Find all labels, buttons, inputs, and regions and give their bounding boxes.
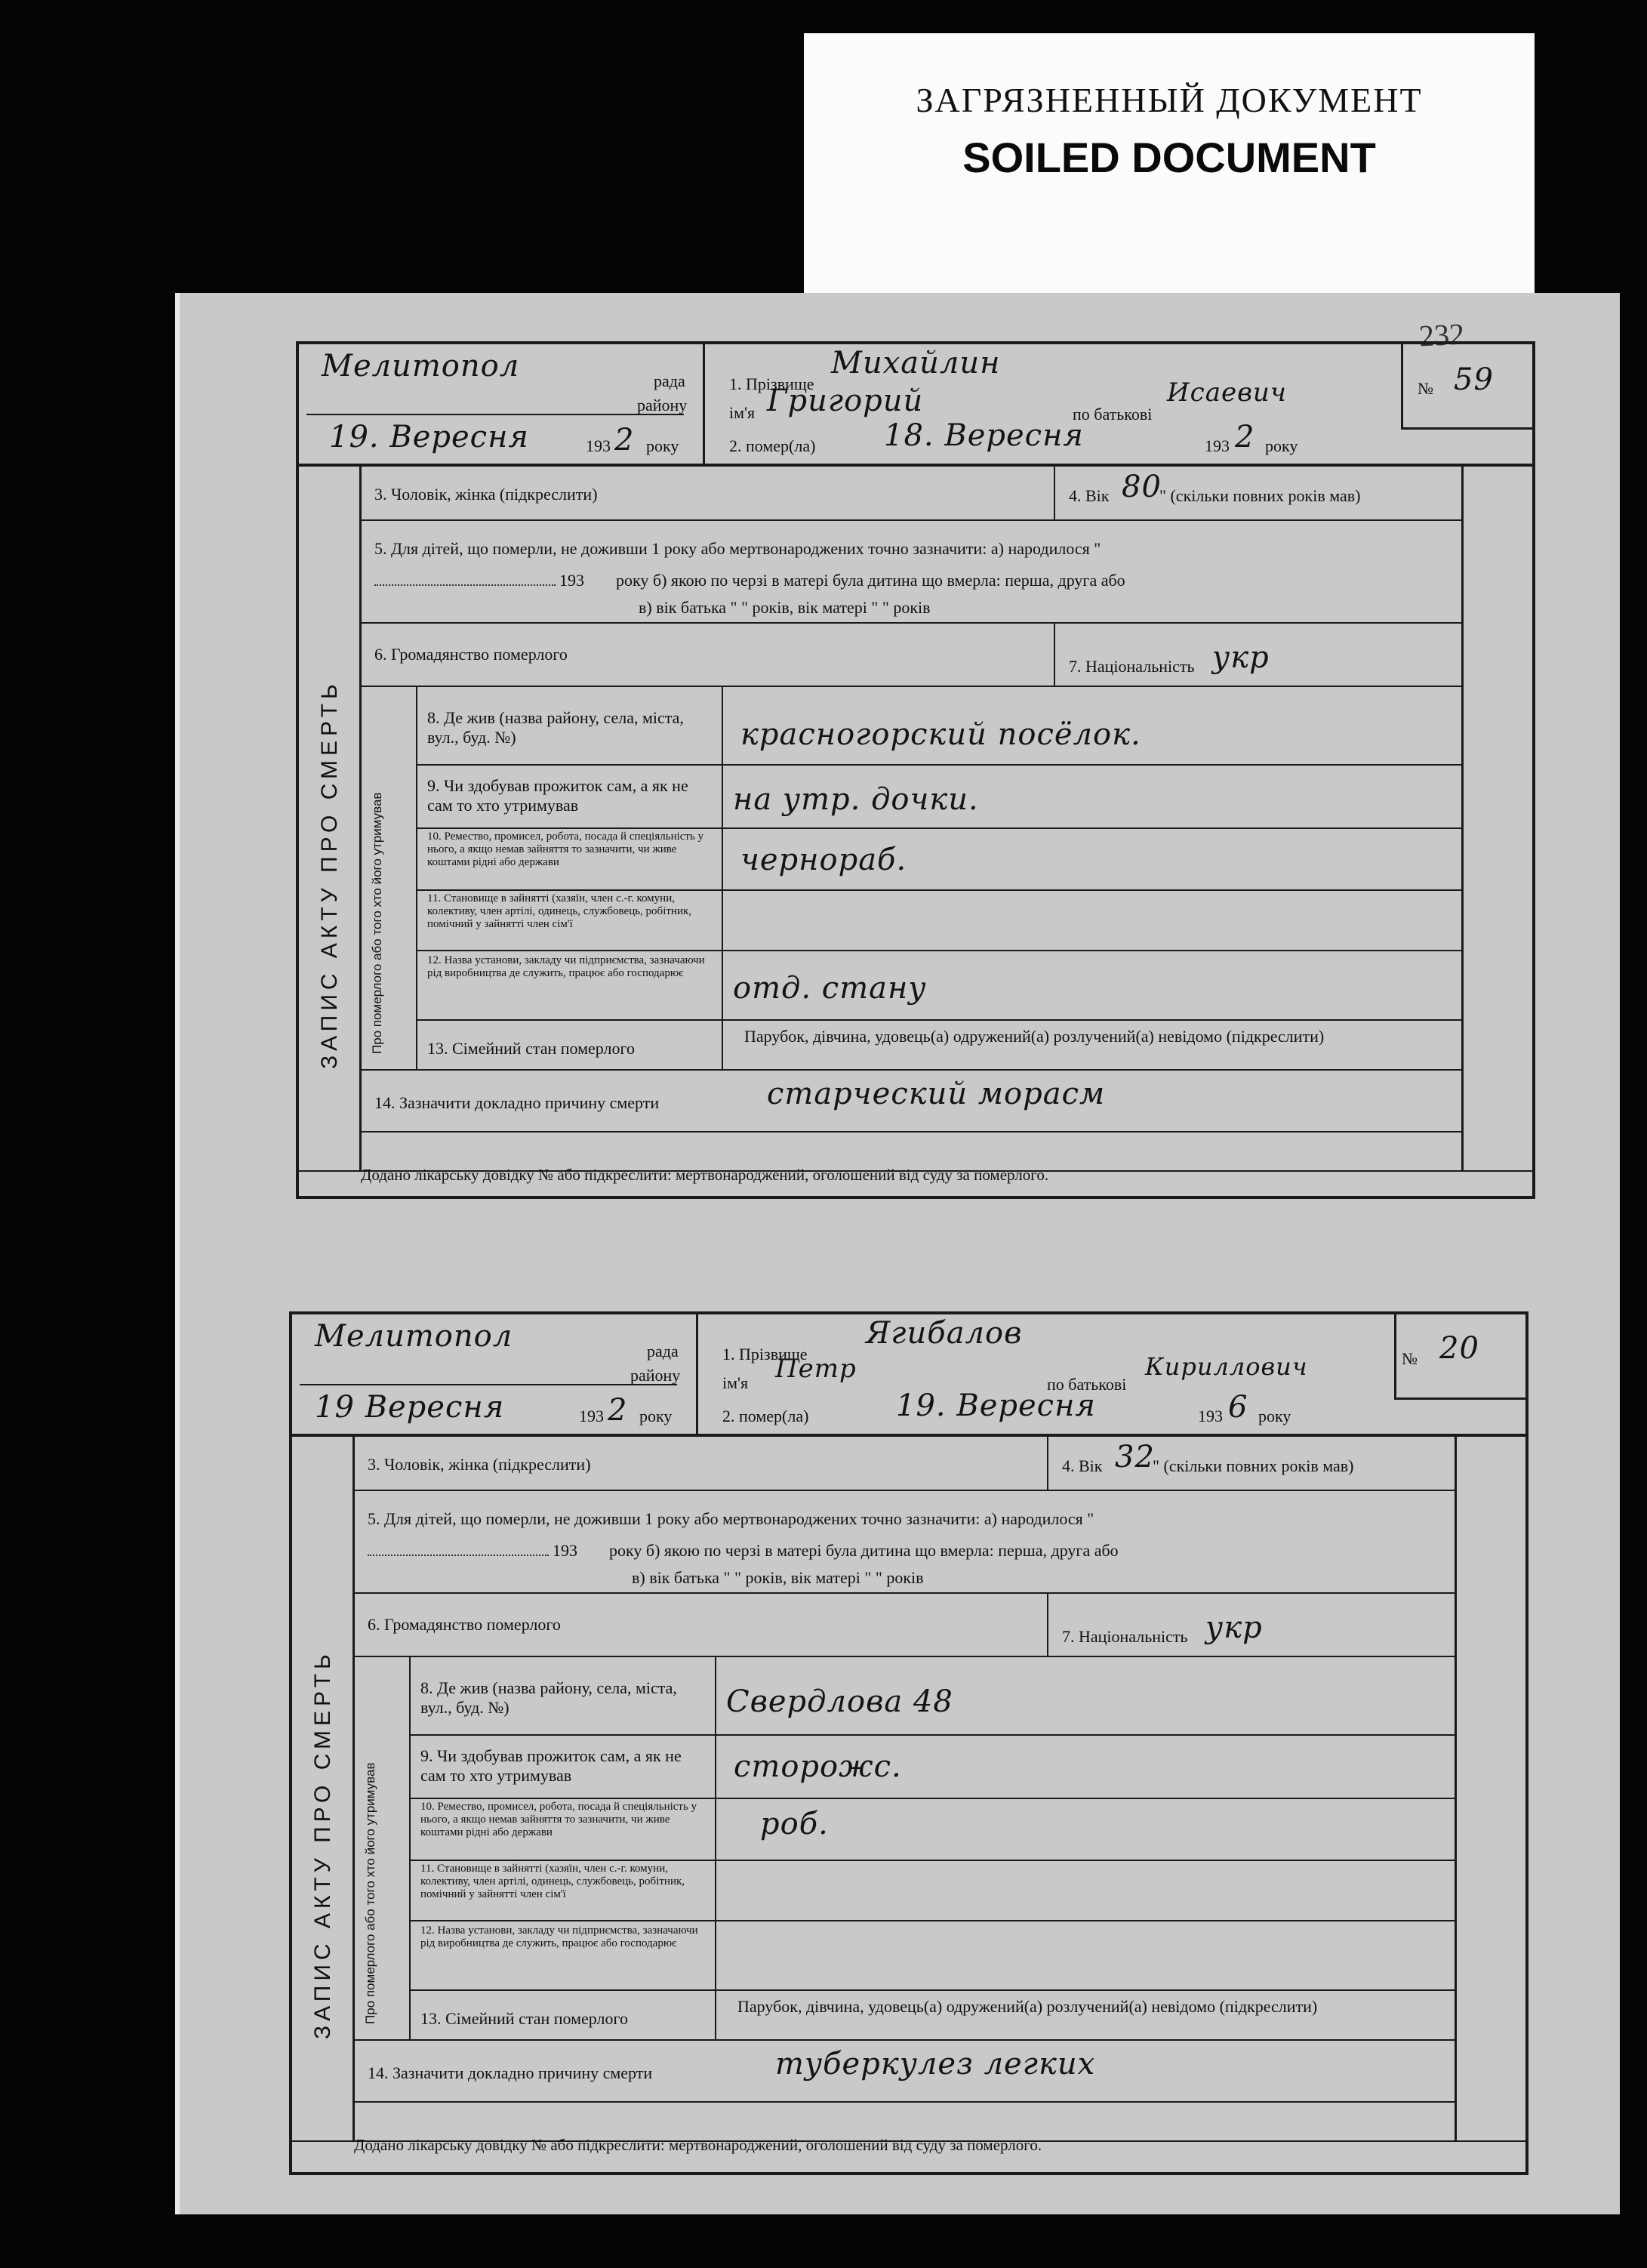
q5-line-2: року б) якою по черзі в матері була дитина що вмерла: перша, друга або (609, 1541, 1119, 1560)
q5-line-2-dots (374, 571, 556, 590)
occupation-handwritten: роб. (760, 1807, 829, 1841)
q6-citizenship: 6. Громадянство померлого (368, 1615, 561, 1634)
registration-date-handwritten: 19. Вересня (329, 420, 529, 455)
residence-handwritten: красногорский посёлок. (740, 717, 1141, 752)
record-number-label: № (1418, 379, 1433, 398)
q10-occupation: 10. Ремество, промисел, робота, посада й спеціяльність у нього, а якщо немав зайняття то зазначити, чи живе коштами рідні або держави (427, 830, 704, 868)
q5-line-1: 5. Для дітей, що померли, не доживши 1 року або мертвонароджених точно зазначити: а) народилося " (368, 1509, 1094, 1528)
side-title: ЗАПИС АКТУ ПРО СМЕРТЬ (310, 1650, 335, 2039)
q14-cause-of-death: 14. Зазначити докладно причину смерти (374, 1093, 660, 1112)
record-number-handwritten: 59 (1454, 362, 1494, 397)
record-number-label: № (1402, 1349, 1418, 1368)
footer-note: Додано лікарську довідку № або підкреслити: мертвонароджений, оголошений від суду за померлого. (354, 2136, 1042, 2154)
died-label: 2. помер(ла) (729, 436, 816, 455)
died-year-handwritten: 6 (1228, 1390, 1248, 1425)
q4-age-note: " (скільки повних років мав) (1159, 486, 1361, 505)
name-label: ім'я (729, 403, 756, 422)
reg-year-handwritten: 2 (608, 1393, 628, 1428)
q9-support: 9. Чи здобував прожиток сам, а як не сам то хто утримував (427, 776, 688, 815)
cause-handwritten: старческий морасм (767, 1077, 1106, 1111)
died-year-suffix: року (1265, 436, 1298, 455)
footer-note: Додано лікарську довідку № або підкреслити: мертвонароджений, оголошений від суду за померлого. (361, 1166, 1049, 1184)
died-year-prefix: 193 (1198, 1407, 1223, 1425)
died-year-suffix: року (1258, 1407, 1291, 1425)
q10-occupation: 10. Ремество, промисел, робота, посада й спеціяльність у нього, а якщо немав зайняття то зазначити, чи живе коштами рідні або держави (420, 1801, 697, 1838)
registration-date-handwritten: 19 Вересня (315, 1390, 505, 1425)
died-date-handwritten: 18. Вересня (884, 418, 1084, 453)
district-label: району (637, 396, 688, 414)
surname-handwritten: Михайлин (831, 346, 1001, 381)
record-number-handwritten: 20 (1439, 1331, 1479, 1366)
q3-sex: 3. Чоловік, жінка (підкреслити) (368, 1455, 591, 1474)
page-number: 232 (1418, 316, 1466, 353)
council-label: рада (654, 371, 685, 390)
label-english: SOILED DOCUMENT (962, 134, 1376, 181)
patronymic-handwritten: Кириллович (1145, 1352, 1308, 1381)
q5-line-2-year: 193 (559, 571, 584, 590)
name-handwritten: Григорий (767, 384, 924, 418)
council-handwritten: Мелитопол (315, 1319, 513, 1354)
side-subtitle: Про померлого або того хто його утримував (363, 1762, 377, 2024)
reg-year-suffix: року (646, 436, 679, 455)
soiled-document-label (804, 33, 1535, 294)
q8-residence: 8. Де жив (назва району, села, міста, вул., буд. №) (420, 1678, 677, 1717)
council-handwritten: Мелитопол (322, 349, 520, 384)
reg-year-prefix: 193 (586, 436, 611, 455)
q8-residence: 8. Де жив (назва району, села, міста, вул., буд. №) (427, 708, 684, 747)
name-handwritten: Петр (775, 1354, 857, 1384)
side-title: ЗАПИС АКТУ ПРО СМЕРТЬ (317, 679, 342, 1069)
side-subtitle: Про померлого або того хто його утримував (370, 792, 384, 1054)
surname-handwritten: Ягибалов (866, 1316, 1023, 1351)
nationality-handwritten: укр (1205, 1610, 1263, 1645)
age-handwritten: 80 (1122, 470, 1162, 504)
died-date-handwritten: 19. Вересня (896, 1388, 1096, 1423)
q11-employment-status: 11. Становище в зайнятті (хазяїн, член с.-г. комуни, колективу, член артілі, одинець, службовець, робітник, помічний у зайнятті член сім'ї (420, 1863, 685, 1900)
q5-line-2: року б) якою по черзі в матері була дитина що вмерла: перша, друга або (616, 571, 1125, 590)
q3-sex: 3. Чоловік, жінка (підкреслити) (374, 485, 598, 504)
q5-line-3: в) вік батька " " років, вік матері " " років (639, 598, 931, 617)
patronymic-label: по батькові (1047, 1375, 1127, 1394)
occupation-handwritten: чернораб. (740, 843, 907, 877)
label-russian: ЗАГРЯЗНЕННЫЙ ДОКУМЕНТ (916, 81, 1423, 119)
death-record-form-2 (289, 1311, 1528, 2175)
reg-year-handwritten: 2 (614, 423, 635, 458)
marital-options: Парубок, дівчина, удовець(а) одружений(а) розлучений(а) невідомо (підкреслити) (737, 1997, 1318, 2016)
support-handwritten: сторожс. (734, 1749, 902, 1784)
q4-age-label: 4. Вік (1069, 486, 1110, 505)
nationality-handwritten: укр (1212, 640, 1270, 675)
workplace-handwritten: отд. стану (733, 971, 927, 1006)
marital-options: Парубок, дівчина, удовець(а) одружений(а) розлучений(а) невідомо (підкреслити) (744, 1027, 1325, 1046)
surname-label: 1. Прізвище (722, 1345, 808, 1364)
surname-label: 1. Прізвище (729, 374, 814, 393)
q5-line-2-year: 193 (553, 1541, 577, 1560)
q6-citizenship: 6. Громадянство померлого (374, 645, 568, 664)
q9-support: 9. Чи здобував прожиток сам, а як не сам то хто утримував (420, 1746, 682, 1785)
name-label: ім'я (722, 1373, 749, 1392)
q5-line-3: в) вік батька " " років, вік матері " " років (632, 1568, 924, 1587)
died-label: 2. помер(ла) (722, 1407, 809, 1425)
died-year-prefix: 193 (1205, 436, 1230, 455)
q13-marital-status: 13. Сімейний стан померлого (420, 2009, 628, 2028)
q5-line-1: 5. Для дітей, що померли, не доживши 1 року або мертвонароджених точно зазначити: а) народилося " (374, 539, 1101, 558)
q12-workplace: 12. Назва установи, закладу чи підприємства, зазначаючи рід виробництва де служить, працює або господарює (420, 1924, 698, 1949)
q5-line-2-dots (368, 1541, 549, 1561)
q7-nationality-label: 7. Національність (1062, 1627, 1188, 1646)
reg-year-prefix: 193 (579, 1407, 604, 1425)
cause-handwritten: туберкулез легких (775, 2047, 1096, 2082)
reg-year-suffix: року (639, 1407, 673, 1425)
q7-nationality-label: 7. Національність (1069, 657, 1195, 676)
support-handwritten: на утр. дочки. (733, 782, 979, 817)
q11-employment-status: 11. Становище в зайнятті (хазяїн, член с.-г. комуни, колективу, член артілі, одинець, службовець, робітник, помічний у зайнятті член сім'ї (427, 892, 692, 930)
council-label: рада (647, 1342, 679, 1360)
q12-workplace: 12. Назва установи, закладу чи підприємства, зазначаючи рід виробництва де служить, працює або господарює (427, 954, 705, 979)
q4-age-note: " (скільки повних років мав) (1153, 1456, 1354, 1475)
died-year-handwritten: 2 (1235, 420, 1255, 455)
death-record-form-1 (296, 341, 1535, 1199)
patronymic-label: по батькові (1073, 405, 1153, 424)
age-handwritten: 32 (1115, 1440, 1155, 1475)
q4-age-label: 4. Вік (1062, 1456, 1103, 1475)
patronymic-handwritten: Исаевич (1167, 377, 1287, 408)
residence-handwritten: Свердлова 48 (726, 1684, 953, 1719)
q13-marital-status: 13. Сімейний стан померлого (427, 1039, 635, 1058)
q14-cause-of-death: 14. Зазначити докладно причину смерти (368, 2063, 653, 2082)
district-label: району (630, 1366, 681, 1385)
